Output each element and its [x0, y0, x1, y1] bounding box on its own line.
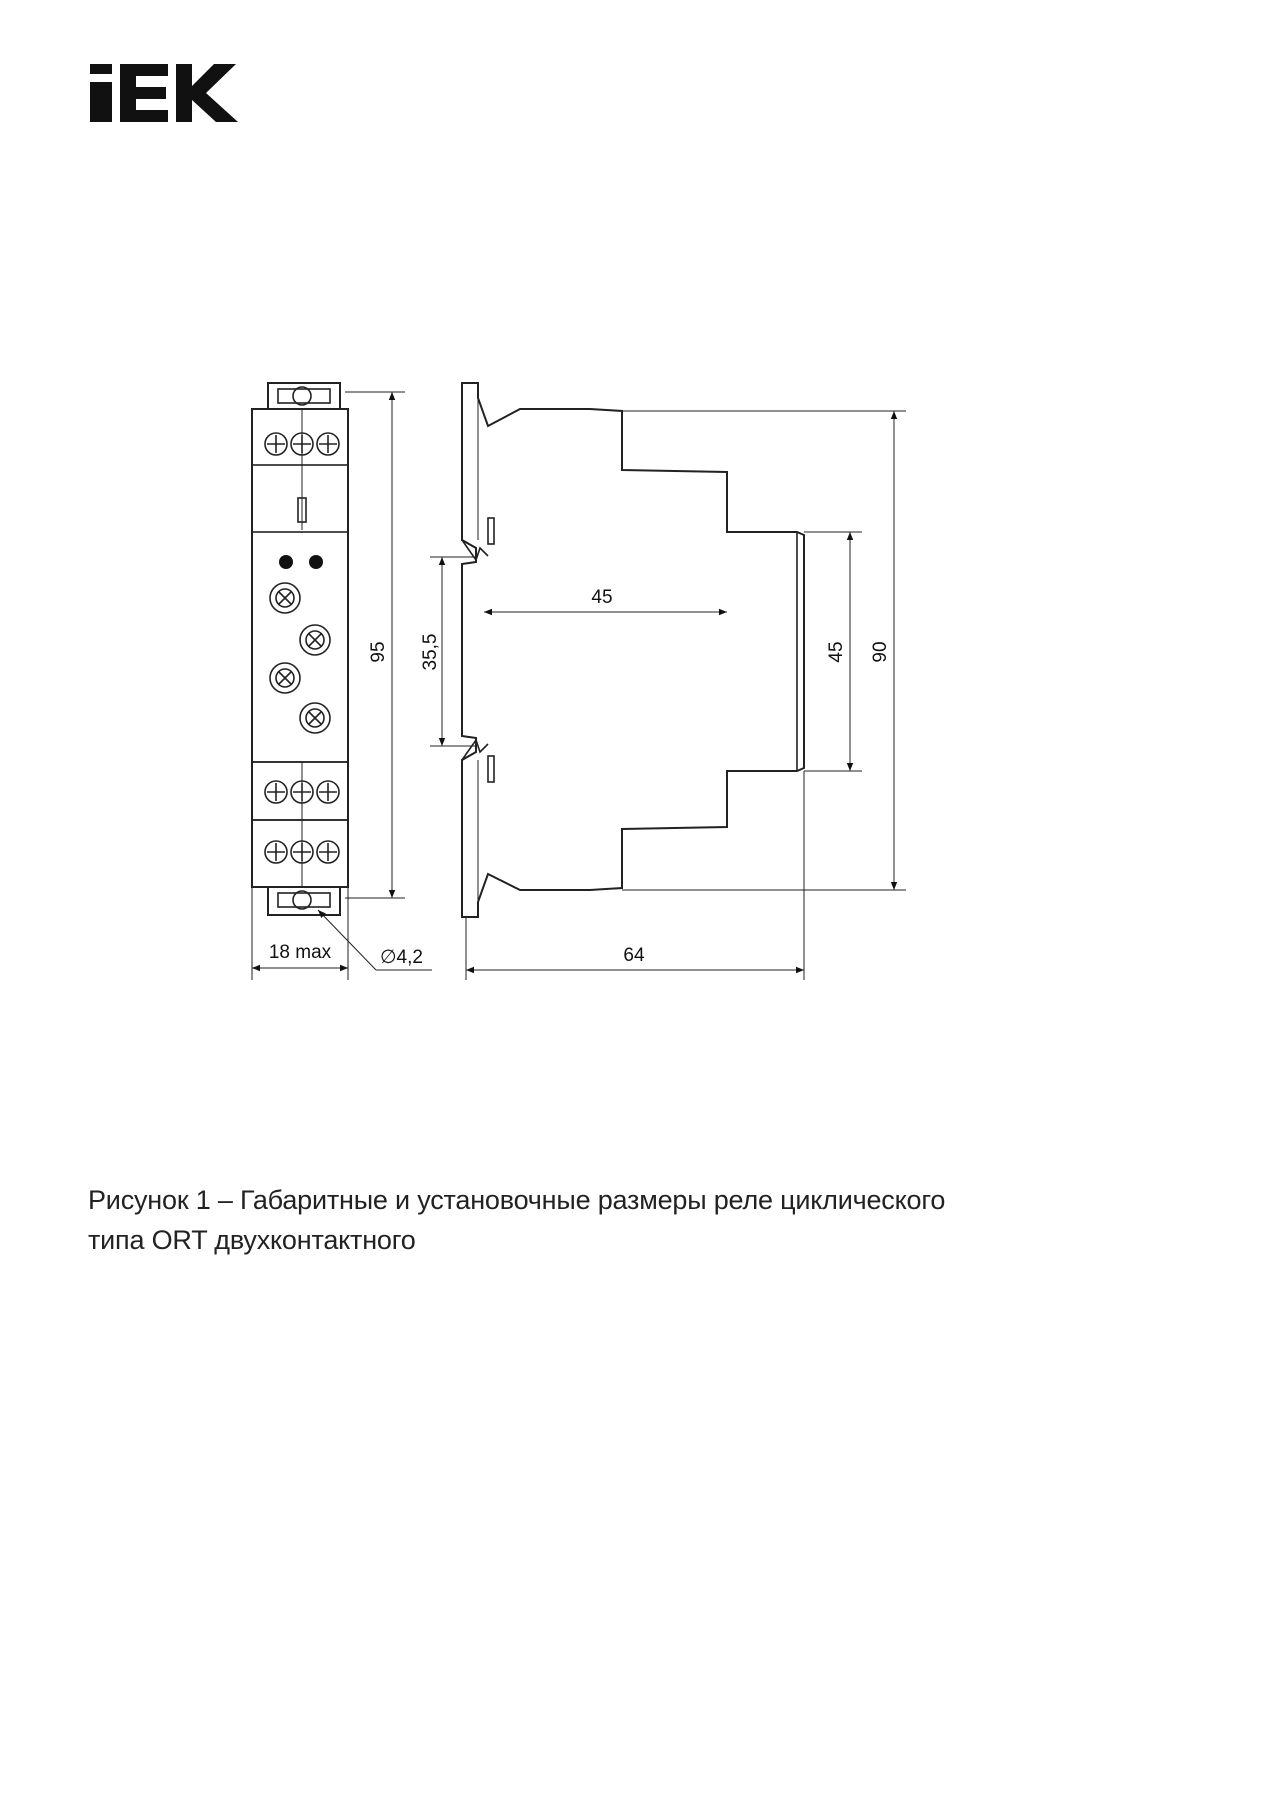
- side-view: [462, 383, 804, 917]
- dim-front-width: 18 max: [268, 942, 332, 963]
- dim-total-height: 90: [870, 641, 891, 663]
- dim-window-height: 45: [826, 641, 847, 663]
- front-view: [252, 383, 348, 915]
- dim-hole-diameter: ∅4,2: [380, 947, 423, 968]
- figure-caption: [88, 1180, 1088, 1260]
- caption-line-2: типа ORT двухконтактного: [88, 1225, 416, 1255]
- dim-rail-width: 35,5: [420, 633, 441, 671]
- dim-front-height: 95: [368, 641, 389, 663]
- caption-line-1: Рисунок 1 – Габаритные и установочные размеры реле циклического: [88, 1185, 946, 1215]
- dim-total-depth: 64: [623, 945, 645, 966]
- dim-depth-front: 45: [591, 587, 613, 608]
